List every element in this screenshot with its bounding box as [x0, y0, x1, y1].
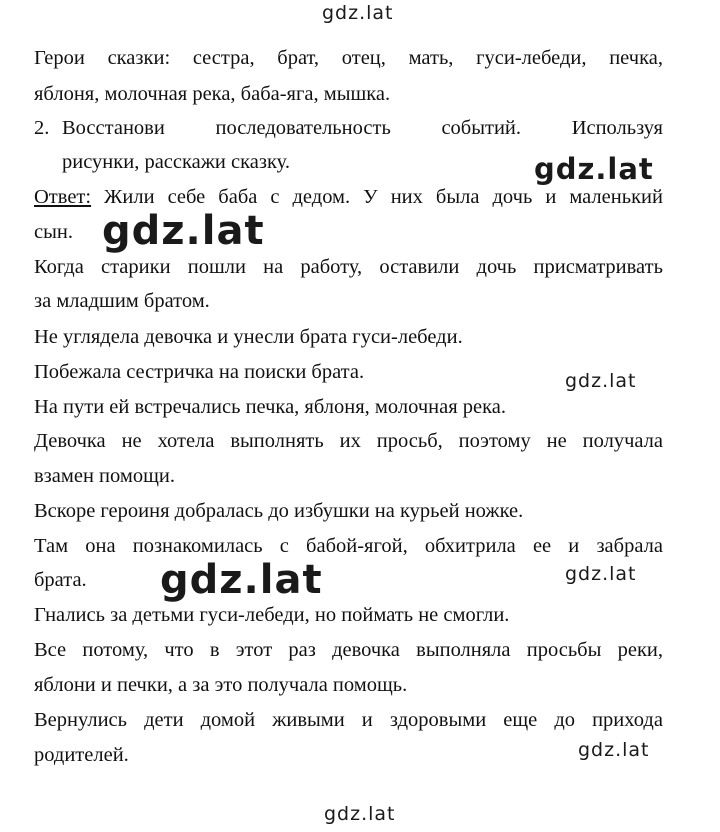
watermark-left-big: gdz.lat — [102, 208, 265, 254]
watermark-right-3: gdz.lat — [578, 739, 650, 761]
paragraph-9: Гнались за детьми гуси-лебеди, но поймать не смогли. — [34, 604, 510, 626]
word: раз — [288, 639, 316, 661]
word: брат, — [277, 47, 320, 69]
word: прихода — [592, 709, 663, 731]
paragraph-11-line-1 — [34, 709, 663, 732]
watermark-bottom: gdz.lat — [324, 803, 396, 825]
paragraph-2-line-2: за младшим братом. — [34, 290, 210, 312]
word: Все — [34, 639, 67, 661]
word: не — [546, 430, 567, 452]
word: просьбы — [526, 639, 602, 661]
word: и — [361, 709, 373, 731]
word: присматривать — [533, 256, 663, 278]
paragraph-10-line-2: яблони и печки, а за это получала помощь. — [34, 674, 408, 696]
task-number: 2. — [34, 117, 50, 139]
paragraph-3: Не углядела девочка и унесли брата гуси-лебеди. — [34, 326, 463, 348]
word: с — [279, 535, 289, 557]
watermark-right-1: gdz.lat — [565, 370, 637, 392]
word: с — [270, 186, 280, 208]
word: дети — [144, 709, 184, 731]
paragraph-4: Побежала сестричка на поиски брата. — [34, 361, 365, 383]
word: потому, — [82, 639, 149, 661]
word: познакомилась — [132, 535, 263, 557]
word: домой — [200, 709, 256, 731]
word: У — [363, 186, 378, 208]
word: работу, — [300, 256, 363, 278]
word: Используя — [571, 117, 663, 139]
word: печка, — [609, 47, 663, 69]
paragraph-10-line-1 — [34, 639, 663, 662]
paragraph-7: Вскоре героиня добралась до избушки на курьей ножке. — [34, 500, 524, 522]
word: Когда — [34, 256, 84, 278]
word: последовательность — [215, 117, 391, 139]
paragraph-6-line-2: взамен помощи. — [34, 465, 175, 487]
word: выполняла — [416, 639, 511, 661]
word: выполнять — [230, 430, 324, 452]
word: не — [121, 430, 142, 452]
word: хотела — [157, 430, 215, 452]
word: старики — [101, 256, 171, 278]
word: что — [164, 639, 194, 661]
heroes-line-1 — [34, 47, 663, 70]
word: оставили — [379, 256, 460, 278]
task-line-2: рисунки, расскажи сказку. — [62, 151, 290, 173]
word: дочь — [476, 256, 517, 278]
watermark-center-big: gdz.lat — [160, 557, 323, 603]
task-line-1 — [62, 117, 663, 140]
answer-line-1 — [104, 186, 663, 209]
paragraph-5: На пути ей встречались печка, яблоня, молочная река. — [34, 396, 506, 418]
word: баба — [218, 186, 258, 208]
heroes-line-2: яблоня, молочная река, баба-яга, мышка. — [34, 83, 391, 105]
word: здоровыми — [389, 709, 487, 731]
word: бабой-ягой, — [306, 535, 408, 557]
word: них — [390, 186, 423, 208]
word: Девочка — [34, 430, 106, 452]
paragraph-6-line-1 — [34, 430, 663, 453]
word: была — [435, 186, 480, 208]
watermark-right-2: gdz.lat — [565, 563, 637, 585]
word: обхитрила — [424, 535, 516, 557]
word: в — [209, 639, 220, 661]
word: забрала — [596, 535, 663, 557]
word: маленький — [569, 186, 663, 208]
word: себе — [167, 186, 206, 208]
word: Вернулись — [34, 709, 127, 731]
word: сестра, — [192, 47, 255, 69]
paragraph-8-line-2: брата. — [34, 569, 87, 591]
answer-label: Ответ: — [34, 186, 92, 208]
word: она — [85, 535, 116, 557]
watermark-top: gdz.lat — [322, 2, 394, 24]
paragraph-11-line-2: родителей. — [34, 744, 129, 766]
word: пошли — [187, 256, 246, 278]
word: их — [339, 430, 361, 452]
watermark-right-mid: gdz.lat — [534, 152, 654, 186]
word: дочь — [492, 186, 533, 208]
word: поэтому — [458, 430, 531, 452]
word: получала — [582, 430, 663, 452]
paragraph-2-line-1 — [34, 256, 663, 279]
word: отец, — [341, 47, 386, 69]
word: этот — [235, 639, 273, 661]
word: реки, — [617, 639, 663, 661]
word: дедом. — [292, 186, 351, 208]
paragraph-8-line-1 — [34, 535, 663, 558]
word: Там — [34, 535, 69, 557]
word: и — [568, 535, 580, 557]
word: на — [263, 256, 284, 278]
word: гуси-лебеди, — [476, 47, 587, 69]
word: ее — [532, 535, 552, 557]
word: событий. — [441, 117, 522, 139]
word: девочка — [332, 639, 400, 661]
answer-line-2: сын. — [34, 221, 73, 243]
word: просьб, — [376, 430, 443, 452]
word: мать, — [408, 47, 454, 69]
word: до — [554, 709, 575, 731]
word: Герои — [34, 47, 85, 69]
word: живыми — [272, 709, 345, 731]
word: сказки: — [107, 47, 171, 69]
word: еще — [503, 709, 538, 731]
word: Восстанови — [62, 117, 165, 139]
word: Жили — [104, 186, 155, 208]
word: и — [545, 186, 557, 208]
